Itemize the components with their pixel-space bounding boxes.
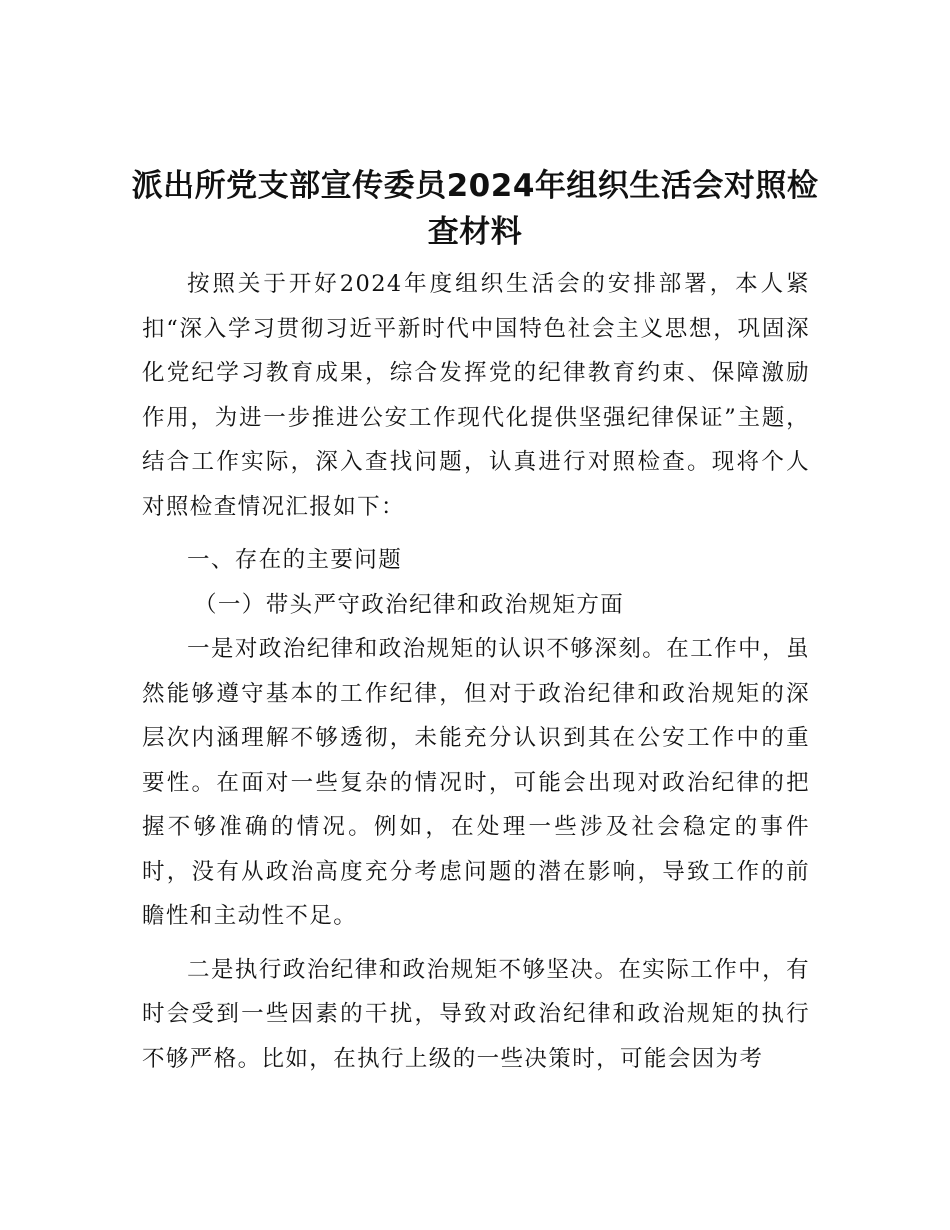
intro-paragraph: 按照关于开好2024年度组织生活会的安排部署，本人紧扣“深入学习贯彻习近平新时代中国特色社会主义思想，巩固深化党纪学习教育成果，综合发挥党的纪律教育约束、保障激励作用，为进一步推进公安工作现代化提供坚强纪律保证”主题，结合工作实际，深入查找问题，认真进行对照检查。现将个人对照检查情况汇报如下： xyxy=(142,271,810,520)
problem-point-two: 二是执行政治纪律和政治规矩不够坚决。在实际工作中，有时会受到一些因素的干扰，导致对政治纪律和政治规矩的执行不够严格。比如，在执行上级的一些决策时，可能会因为考 xyxy=(142,956,810,1072)
subsection-heading-political-discipline: （一）带头严守政治纪律和政治规矩方面 xyxy=(194,591,625,618)
problem-point-one: 一是对政治纪律和政治规矩的认识不够深刻。在工作中，虽然能够遵守基本的工作纪律，但对于政治纪律和政治规矩的深层次内涵理解不够透彻，未能充分认识到其在公安工作中的重要性。在面对一些复杂的情况时，可能会出现对政治纪律的把握不够准确的情况。例如，在处理一些涉及社会稳定的事件时，没有从政治高度充分考虑问题的潜在影响，导致工作的前瞻性和主动性不足。 xyxy=(142,636,810,929)
document-body xyxy=(142,262,810,1081)
document-title: 派出所党支部宣传委员2024年组织生活会对照检查材料 xyxy=(131,168,819,250)
section-heading-existing-problems: 一、存在的主要问题 xyxy=(187,547,403,573)
